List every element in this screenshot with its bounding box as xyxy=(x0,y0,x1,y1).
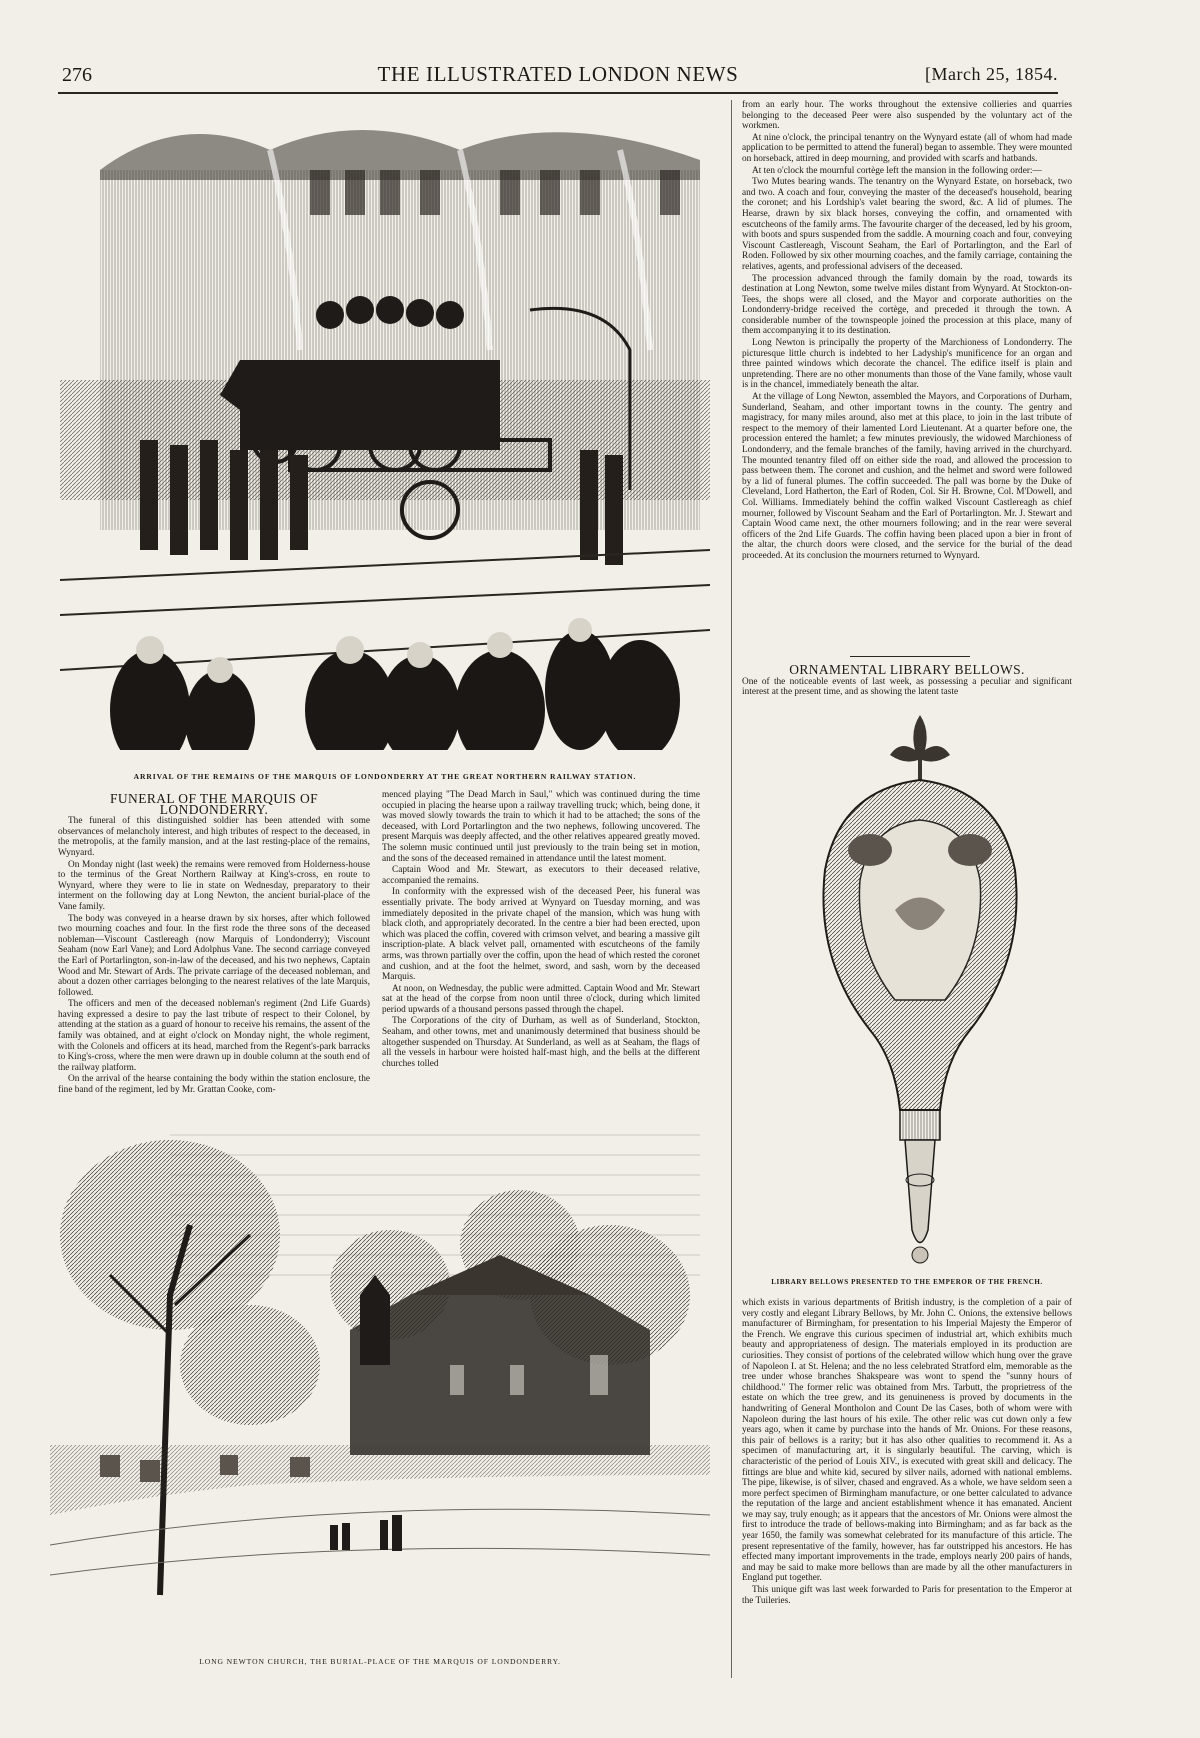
bellows-engraving-icon xyxy=(800,710,1040,1270)
funeral-paragraph: At nine o'clock, the principal tenantry on the Wynyard estate (all of whom had made application to be permitted to attend the funeral) began to assemble. They were mounted on horseback, attired in deep mourning, and provided with scarfs and hatbands. xyxy=(742,132,1072,164)
bellows-body xyxy=(742,1298,1072,1658)
station-engraving xyxy=(60,110,710,750)
issue-date: [March 25, 1854. xyxy=(925,64,1058,84)
page-header xyxy=(58,62,1058,92)
funeral-paragraph: from an early hour. The works throughout the extensive collieries and quarries belonging to the deceased Peer were also suspended by the voluntary act of the workmen. xyxy=(742,100,1072,132)
bellows-paragraph: This unique gift was last week forwarded to Paris for presentation to the Emperor at the Tuileries. xyxy=(742,1585,1072,1606)
section-rule xyxy=(850,656,970,657)
funeral-column-3 xyxy=(742,100,1072,660)
funeral-paragraph: Captain Wood and Mr. Stewart, as executors to their deceased relative, accompanied the remains. xyxy=(382,865,700,886)
bellows-caption: LIBRARY BELLOWS PRESENTED TO THE EMPEROR OF THE FRENCH. xyxy=(771,1278,1043,1286)
church-engraving xyxy=(50,1115,710,1600)
column-rule xyxy=(731,100,732,1678)
bellows-intro-block xyxy=(742,661,1072,707)
funeral-paragraph: At noon, on Wednesday, the public were admitted. Captain Wood and Mr. Stewart sat at the head of the corpse from noon until three o'clock, during which limited period upwards of a thousand persons passed through the chapel. xyxy=(382,983,700,1015)
bellows-paragraph: which exists in various departments of British industry, is the completion of a pair of very costly and elegant Library Bellows, by Mr. John C. Onions, the extensive bellows manufacturer of Birmingham, for presentation to his Imperial Majesty the Emperor of the French. We engrave this curious specimen of industrial art, which exhibits much beauty and appropriateness of design. The materials employed in its production are curiosities. They consist of portions of the celebrated willow which hung over the grave of Napoleon I. at St. Helena; and the no less celebrated Stratford elm, memorable as the tree under whose branches Shakspeare was wont to spend the "sunny hours of childhood." The former relic was obtained from Mrs. Tarbutt, the proprietress of the estate on which the tree grew, and its genuineness is proved by documents in the handwriting of General Montholon and Count De las Cases, both of whom were with Napoleon during the last hours of his exile. The other relic was cut down only a few years ago, when it came by purchase into the hands of Mr. Onions. For these reasons, this pair of bellows is a rarity; but it has also other qualities to recommend it. As a specimen of manufacturing art, it is singularly beautiful. The carving, which is characteristic of the period of Louis XIV., is executed with great skill and delicacy. The fittings are blue and white kid, secured by silver nails, adorned with national emblems. The pipe, likewise, is of silver, chased and engraved. As a whole, we have seldom seen a more perfect specimen of Birmingham manufacture, or one better calculated to advance the reputation of the large and ancient establishment whence it has emanated. Ancient we may say, truly enough; as it appears that the ancestors of Mr. Onions were almost the first to introduce the trade of bellows-making into Birmingham; and as far back as the year 1650, the family was somewhat celebrated for its manufacture of this article. The present representative of the family, however, has far outstripped his ancestors. He has effected many important improvements in the trade, employs nearly 200 pairs of hands, and may be said to make more bellows than are made by all the other manufacturers in England put together. xyxy=(742,1298,1072,1584)
funeral-paragraph: At ten o'clock the mournful cortège left the mansion in the following order:— xyxy=(752,165,1042,176)
funeral-hearse-engraving-icon xyxy=(60,110,710,750)
funeral-paragraph: At the village of Long Newton, assembled the Mayors, and Corporations of Durham, Sunderland, Seaham, and other important towns in the county. The gentry and magistracy, for many miles around, also met at this place, to join in the last tribute of respect to the memory of their lamented Lord Lieutenant. At a quarter before one, the procession entered the hamlet; a few minutes previously, the widowed Marchioness of Londonderry, and the female branches of the family, having arrived in the churchyard. The mounted tenantry filed off on either side the road, and allowed the procession to pass between them. The coronet and cushion, and the helmet and sword were followed by a lid of funeral plumes. The coffin succeeded. The pall was borne by the Duke of Cleveland, Lord Hatherton, the Earl of Roden, Col. Sir H. Browne, Col. M'Dowell, and Col. Williams. Immediately behind the coffin walked Viscount Castlereagh as chief mourner, followed by Viscount Seaham and the Earl of Portarlington. Mr. J. Stewart and Captain Wood came next, the other mourners following; and in the rear were several officers of the 2nd Life Guards. The coffin having been placed upon a bier in front of the altar, the church doors were closed, and the service for the burial of the dead proceeded. At its conclusion the mourners returned to Wynyard. xyxy=(742,392,1072,561)
page-number: 276 xyxy=(62,64,92,86)
funeral-paragraph: Two Mutes bearing wands. The tenantry on the Wynyard Estate, on horseback, two and two. A coach and four, conveying the master of the deceased's household, bearing the coronet; and his Lordship's valet bearing the sword, &c. A lid of plumes. The Hearse, drawn by six black horses, conveying the coffin, and ornamented with escutcheons of the family arms. The favourite charger of the deceased, led by his groom, with boots and spurs suspended from the saddle. A mourning coach and four, conveying Viscount Castlereagh, Viscount Seaham, the Earl of Portarlington, and the Earl of Roden. Followed by six other mourning coaches, and the family carriage, containing the relatives, agents, and professional advisers of the deceased. xyxy=(742,177,1072,272)
funeral-paragraph: The body was conveyed in a hearse drawn by six horses, after which followed two mourning coaches and four. In the first rode the three sons of the deceased nobleman—Viscount Castlereagh (now Marquis of Londonderry); Viscount Seaham (now Earl Vane); and Lord Adolphus Vane. The second carriage conveyed the Earl of Portarlington, son-in-law of the deceased, and his two nephews, Captain Wood and Mr. Stewart of Ards. The private carriage of the deceased nobleman, and about a dozen other carriages belonging to the nearest relatives of the late Marquis, followed. xyxy=(58,913,370,998)
funeral-paragraph: The Corporations of the city of Durham, as well as of Sunderland, Stockton, Seaham, and other towns, met and unanimously determined that business should be altogether suspended on Thursday. At Sunderland, as well as at Seaham, the flags of all the vessels in harbour were hoisted half-mast high, and the bells at the different churches tolled xyxy=(382,1016,700,1069)
funeral-paragraph: In conformity with the expressed wish of the deceased Peer, his funeral was essentially private. The body arrived at Wynyard on Tuesday morning, and was immediately deposited in the private chapel of the mansion, which was hung with black cloth, and appropriately decorated. In the centre a bier had been erected, upon which was placed the coffin, covered with crimson velvet, and bearing a massive gilt inscription-plate. A black velvet pall, ornamented with escutcheons of the family arms, was thrown partially over the coffin, upon the head of which rested the coronet and cushion, and at the foot the helmet, sword, and sash, worn by the deceased Marquis. xyxy=(382,887,700,983)
church-engraving-icon xyxy=(50,1115,710,1600)
newspaper-title: THE ILLUSTRATED LONDON NEWS xyxy=(377,62,739,86)
funeral-paragraph: Long Newton is principally the property of the Marchioness of Londonderry. The picturesque little church is indebted to her Ladyship's munificence for an organ and three painted windows which decorate the chancel. The edifice itself is plain and unpretending. There are no other monuments than those of the Vane family, whose vault is in the chancel, immediately beneath the altar. xyxy=(742,338,1072,391)
funeral-paragraph: The procession advanced through the family domain by the road, towards its destination at Long Newton, some twelve miles distant from Wynyard. At Stockton-on-Tees, the shops were all closed, and the Mayor and corporate authorities on the Londonderry-bridge received the cortège, and preceded it through the town. A considerable number of the townspeople joined the procession at this place, many of them accompanying it to its destination. xyxy=(742,273,1072,337)
funeral-paragraph: The officers and men of the deceased nobleman's regiment (2nd Life Guards) having expressed a desire to pay the last tribute of respect to their Colonel, by attending at the station as a guard of honour to receive his remains, the assent of the family was obtained, and at eight o'clock on Monday night, the whole regiment, with the Colonels and officers at its head, marched from the Regent's-park barracks to King's-cross, where the men were drawn up in double column at the south end of the railway platform. xyxy=(58,999,370,1073)
bellows-intro: One of the noticeable events of last week, as possessing a peculiar and significant interest at the present time, and as showing the latent taste xyxy=(742,676,1072,698)
bellows-heading: ORNAMENTAL LIBRARY BELLOWS. xyxy=(789,662,1025,677)
funeral-heading: FUNERAL OF THE MARQUIS OF LONDONDERRY. xyxy=(109,791,319,817)
funeral-paragraph: The funeral of this distinguished soldier has been attended with some observances of melancholy interest, and high tributes of respect to the deceased, in the metropolis, at the family mansion, and at the last resting-place of the remains, Wynyard. xyxy=(58,816,370,858)
funeral-paragraph: menced playing "The Dead March in Saul," which was continued during the time occupied in placing the hearse upon a railway travelling truck; which, being done, it was moved slowly towards the train to which it had to be attached; the sons of the deceased, with Lord Portarlington and the two nephews, following uncovered. The present Marquis was deeply affected, and the other relatives appeared greatly moved. The solemn music continued until just previously to the train being set in motion, and the sons of the deceased remained in attendance until the latest moment. xyxy=(382,790,700,864)
funeral-column-1 xyxy=(58,790,370,1110)
bellows-engraving xyxy=(800,710,1040,1270)
funeral-paragraph: On the arrival of the hearse containing the body within the station enclosure, the fine band of the regiment, led by Mr. Grattan Cooke, com- xyxy=(58,1074,370,1096)
funeral-column-2 xyxy=(382,790,700,1110)
header-rule xyxy=(58,92,1058,94)
station-caption: ARRIVAL OF THE REMAINS OF THE MARQUIS OF LONDONDERRY AT THE GREAT NORTHERN RAILWAY STATION. xyxy=(133,772,637,781)
funeral-paragraph: On Monday night (last week) the remains were removed from Holderness-house to the terminus of the Great Northern Railway at King's-cross, en route to Wynyard, where they were to lie in state on Wednesday, preparatory to their interment on the following day at Long Newton, the ancient burial-place of the Vane family. xyxy=(58,859,370,912)
church-caption: LONG NEWTON CHURCH, THE BURIAL-PLACE OF THE MARQUIS OF LONDONDERRY. xyxy=(199,1657,561,1666)
